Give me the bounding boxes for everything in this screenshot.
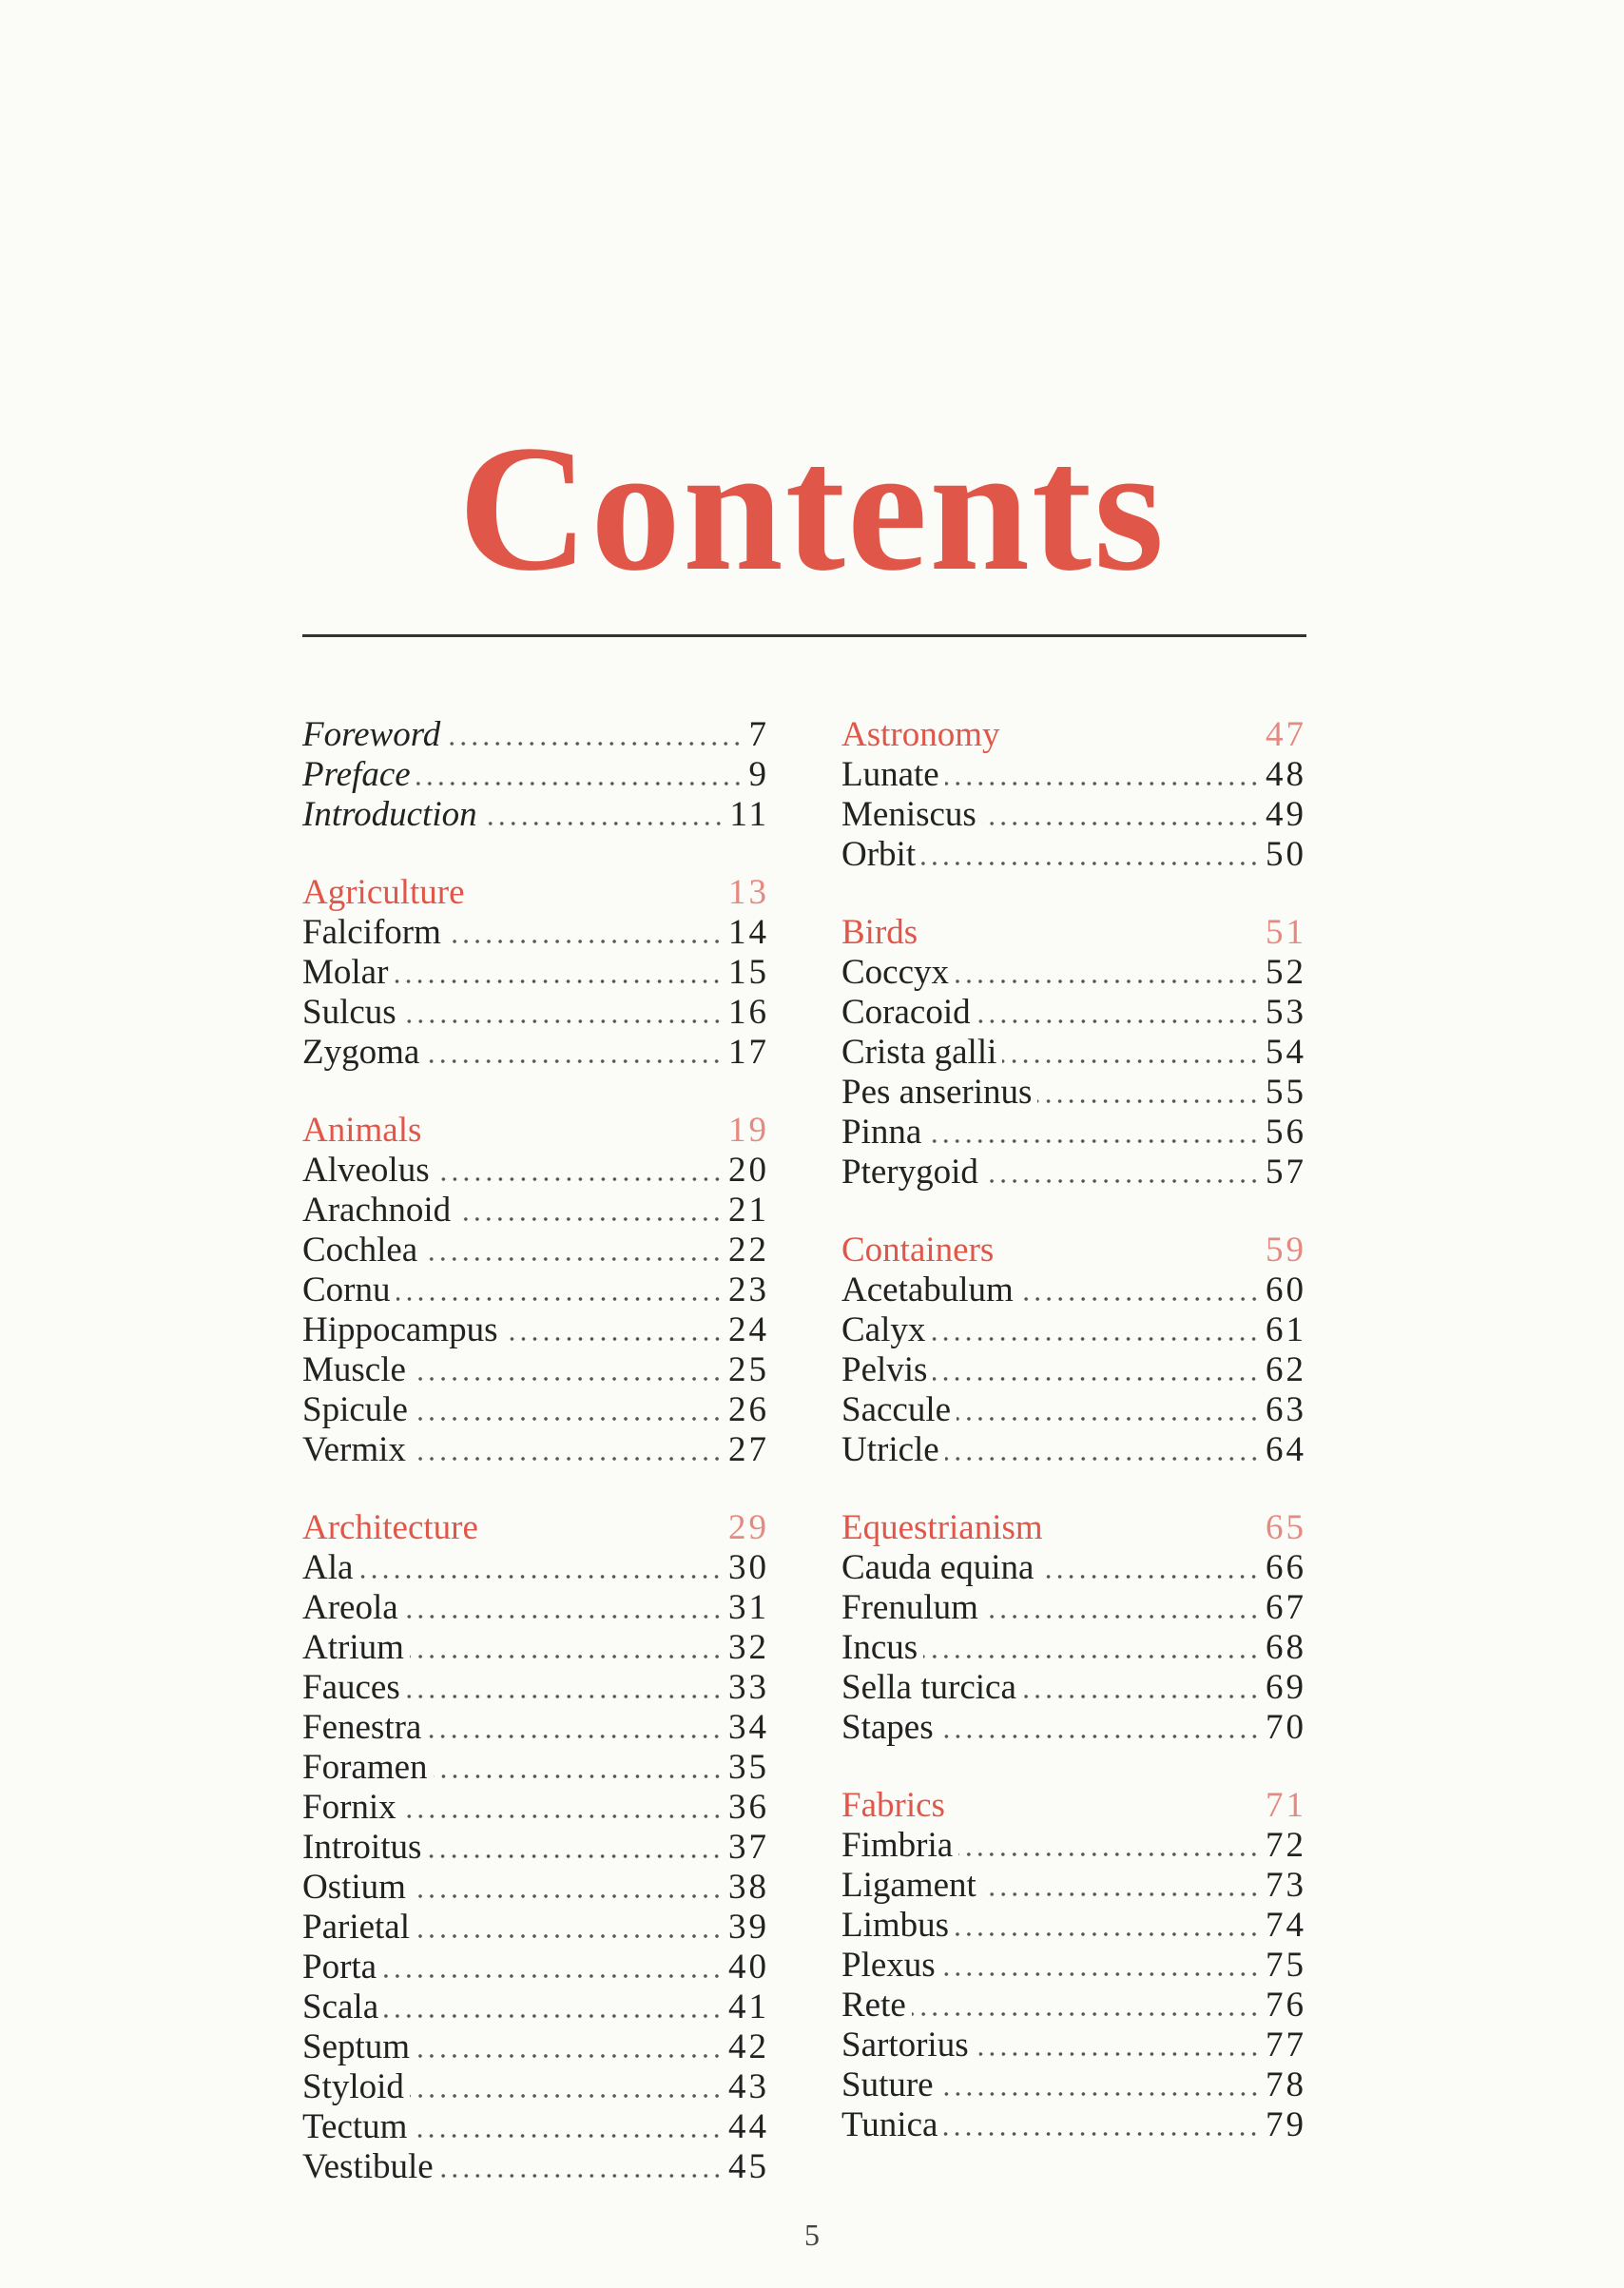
entry-label: Frenulum	[841, 1588, 978, 1627]
toc-entry	[841, 1588, 1306, 1628]
entry-label: Sulcus	[302, 993, 396, 1032]
toc-entry	[841, 1270, 1306, 1310]
page-number-ref: 22	[728, 1231, 769, 1270]
toc-section	[841, 715, 1306, 875]
page-number-ref: 14	[728, 913, 769, 952]
toc-entry	[841, 1668, 1306, 1708]
dot-leader	[410, 1655, 723, 1658]
entry-label: Coracoid	[841, 993, 971, 1032]
dot-leader	[425, 1059, 723, 1063]
toc-entry	[841, 1628, 1306, 1668]
entry-label: Cornu	[302, 1270, 391, 1309]
entry-label: Atrium	[302, 1628, 404, 1667]
toc-entry	[302, 1548, 769, 1588]
page-number-ref: 68	[1266, 1628, 1306, 1667]
toc-entry	[841, 993, 1306, 1033]
page-number-ref: 45	[728, 2147, 769, 2186]
dot-leader	[447, 940, 723, 943]
page-number-ref: 15	[728, 953, 769, 992]
toc-entry	[302, 1033, 769, 1073]
toc-entry	[302, 795, 769, 835]
toc-entry	[841, 1073, 1306, 1113]
entry-label: Cochlea	[302, 1231, 418, 1270]
entry-label: Pterygoid	[841, 1153, 978, 1192]
entry-label: Rete	[841, 1986, 906, 2025]
page-number-ref: 44	[728, 2107, 769, 2146]
entry-label: Parietal	[302, 1908, 411, 1947]
page-number-ref: 20	[728, 1151, 769, 1190]
dot-leader	[504, 1337, 723, 1341]
entry-label: Acetabulum	[841, 1270, 1014, 1309]
toc-entry	[302, 1708, 769, 1748]
dot-leader	[414, 1417, 723, 1421]
page-number-ref: 42	[728, 2027, 769, 2066]
toc-entry	[841, 1826, 1306, 1866]
entry-label: Tectum	[302, 2107, 408, 2146]
page-number-ref: 30	[728, 1548, 769, 1587]
section-title: Agriculture	[302, 873, 465, 912]
page-number-ref: 65	[1266, 1508, 1306, 1547]
page-number-ref: 78	[1266, 2065, 1306, 2104]
page-number-ref: 69	[1266, 1668, 1306, 1707]
entry-label: Ostium	[302, 1868, 406, 1907]
page-number-ref: 38	[728, 1868, 769, 1907]
toc-entry	[302, 1628, 769, 1668]
dot-leader	[945, 782, 1260, 785]
section-heading	[841, 1786, 1306, 1826]
page-number-ref: 63	[1266, 1390, 1306, 1429]
toc-entry	[302, 1868, 769, 1908]
entry-label: Fauces	[302, 1668, 400, 1707]
toc-section	[841, 1786, 1306, 2145]
section-title: Architecture	[302, 1508, 478, 1547]
toc-entry	[841, 1708, 1306, 1748]
entry-label: Scala	[302, 1987, 379, 2026]
section-heading	[841, 1508, 1306, 1548]
page-number-ref: 7	[748, 715, 769, 754]
toc-entry	[302, 993, 769, 1033]
toc-entry	[841, 1153, 1306, 1192]
dot-leader	[483, 822, 725, 825]
dot-leader	[427, 1854, 723, 1858]
dot-leader	[402, 1019, 723, 1023]
toc-entry	[302, 1191, 769, 1231]
page-number-ref: 39	[728, 1908, 769, 1947]
dot-leader	[984, 1615, 1260, 1619]
toc-section	[841, 1231, 1306, 1470]
page-number-ref: 66	[1266, 1548, 1306, 1587]
dot-leader	[1019, 1297, 1260, 1301]
entry-label: Tunica	[841, 2105, 938, 2144]
page-number-ref: 37	[728, 1828, 769, 1867]
dot-leader	[939, 1735, 1260, 1738]
page-number-ref: 47	[1266, 715, 1306, 754]
entry-label: Foramen	[302, 1748, 428, 1787]
section-heading	[302, 1508, 769, 1548]
toc-entry	[302, 1948, 769, 1987]
page-number-ref: 74	[1266, 1906, 1306, 1945]
dot-leader	[434, 1774, 723, 1778]
toc-entry	[841, 1430, 1306, 1470]
entry-label: Introduction	[302, 795, 477, 834]
section-title: Equestrianism	[841, 1508, 1043, 1547]
dot-leader	[927, 1139, 1260, 1143]
dot-leader	[912, 2012, 1260, 2016]
dot-leader	[358, 1575, 723, 1579]
entry-label: Areola	[302, 1588, 398, 1627]
page-number-ref: 76	[1266, 1986, 1306, 2025]
toc-entry	[841, 2026, 1306, 2065]
toc-entry	[302, 1668, 769, 1708]
page-number-ref: 54	[1266, 1033, 1306, 1072]
dot-leader	[939, 2092, 1260, 2096]
page-number-ref: 70	[1266, 1708, 1306, 1747]
dot-leader	[439, 2174, 723, 2178]
dot-leader	[404, 1615, 723, 1619]
page-number-ref: 57	[1266, 1153, 1306, 1192]
dot-leader	[412, 1377, 723, 1381]
section-title: Containers	[841, 1231, 995, 1270]
section-title: Fabrics	[841, 1786, 945, 1825]
dot-leader	[933, 1377, 1260, 1381]
toc-entry	[841, 1906, 1306, 1946]
entry-label: Utricle	[841, 1430, 939, 1469]
page-number-ref: 35	[728, 1748, 769, 1787]
entry-label: Introitus	[302, 1828, 422, 1867]
toc-entry	[841, 755, 1306, 795]
dot-leader	[416, 2054, 723, 2058]
toc-entry	[302, 1350, 769, 1390]
page-number-ref: 67	[1266, 1588, 1306, 1627]
toc-entry	[302, 1748, 769, 1788]
dot-leader	[943, 2132, 1260, 2136]
page-number-ref: 62	[1266, 1350, 1306, 1389]
page-number-ref: 13	[728, 873, 769, 912]
page-number-ref: 29	[728, 1508, 769, 1547]
section-heading	[841, 913, 1306, 953]
toc-entry	[302, 755, 769, 795]
dot-leader	[931, 1337, 1260, 1341]
dot-leader	[975, 2052, 1260, 2056]
dot-leader	[396, 1297, 724, 1301]
dot-leader	[955, 1932, 1260, 1936]
toc-entry	[841, 1548, 1306, 1588]
entry-label: Arachnoid	[302, 1191, 452, 1230]
page-number-ref: 33	[728, 1668, 769, 1707]
dot-leader	[982, 822, 1260, 825]
entry-label: Pinna	[841, 1113, 922, 1152]
toc-entry	[302, 1430, 769, 1470]
dot-leader	[1037, 1099, 1260, 1103]
toc-entry	[841, 1310, 1306, 1350]
page-number-ref: 48	[1266, 755, 1306, 794]
page-number-ref: 51	[1266, 913, 1306, 952]
entry-label: Plexus	[841, 1946, 936, 1985]
entry-label: Muscle	[302, 1350, 406, 1389]
dot-leader	[412, 1894, 723, 1898]
entry-label: Meniscus	[841, 795, 976, 834]
dot-leader	[955, 979, 1260, 983]
toc-entry	[841, 1866, 1306, 1906]
entry-label: Suture	[841, 2065, 934, 2104]
entry-label: Fimbria	[841, 1826, 954, 1865]
entry-label: Fenestra	[302, 1708, 422, 1747]
page-number-ref: 21	[728, 1191, 769, 1230]
dot-leader	[402, 1814, 723, 1818]
toc-entry	[302, 1231, 769, 1270]
section-heading	[841, 715, 1306, 755]
entry-label: Styloid	[302, 2067, 404, 2106]
dot-leader	[958, 1852, 1260, 1856]
entry-label: Crista galli	[841, 1033, 997, 1072]
section-heading	[302, 873, 769, 913]
entry-label: Zygoma	[302, 1033, 420, 1072]
entry-label: Saccule	[841, 1390, 952, 1429]
toc-entry	[841, 1350, 1306, 1390]
page-number-ref: 73	[1266, 1866, 1306, 1905]
dot-leader	[413, 2134, 723, 2138]
entry-label: Cauda equina	[841, 1548, 1034, 1587]
entry-label: Vermix	[302, 1430, 406, 1469]
entry-label: Preface	[302, 755, 411, 794]
toc-entry	[302, 1788, 769, 1828]
page-number-ref: 16	[728, 993, 769, 1032]
dot-leader	[1022, 1695, 1260, 1698]
toc-section	[302, 1111, 769, 1470]
toc-entry	[302, 1390, 769, 1430]
entry-label: Molar	[302, 953, 389, 992]
toc-section	[841, 1508, 1306, 1748]
entry-label: Ala	[302, 1548, 354, 1587]
entry-label: Incus	[841, 1628, 918, 1667]
page-number-ref: 55	[1266, 1073, 1306, 1112]
entry-label: Alveolus	[302, 1151, 430, 1190]
entry-label: Sartorius	[841, 2026, 969, 2065]
toc-entry	[302, 1270, 769, 1310]
dot-leader	[446, 742, 743, 746]
entry-label: Vestibule	[302, 2147, 434, 2186]
section-title: Astronomy	[841, 715, 1000, 754]
entry-label: Porta	[302, 1948, 377, 1987]
page-number-ref: 19	[728, 1111, 769, 1150]
page-number-ref: 59	[1266, 1231, 1306, 1270]
contents-right-column	[841, 715, 1306, 2183]
page-number-ref: 41	[728, 1987, 769, 2026]
page-number-ref: 61	[1266, 1310, 1306, 1349]
entry-label: Fornix	[302, 1788, 396, 1827]
toc-entry	[841, 795, 1306, 835]
toc-section	[302, 873, 769, 1073]
toc-entry	[302, 2067, 769, 2107]
page-number-ref: 40	[728, 1948, 769, 1987]
toc-section	[302, 1508, 769, 2187]
toc-entry	[841, 1946, 1306, 1986]
entry-label: Falciform	[302, 913, 441, 952]
dot-leader	[957, 1417, 1260, 1421]
page-number-ref: 43	[728, 2067, 769, 2106]
dot-leader	[423, 1257, 723, 1261]
dot-leader	[941, 1972, 1260, 1976]
toc-entry	[302, 1908, 769, 1948]
entry-label: Coccyx	[841, 953, 950, 992]
page-number-ref: 49	[1266, 795, 1306, 834]
page-number-ref: 72	[1266, 1826, 1306, 1865]
page-number-ref: 50	[1266, 835, 1306, 874]
toc-entry	[841, 1033, 1306, 1073]
toc-entry	[302, 953, 769, 993]
page-number: 5	[804, 2218, 820, 2252]
page-number-ref: 77	[1266, 2026, 1306, 2065]
page-title: Contents	[457, 409, 1167, 609]
toc-entry	[841, 2105, 1306, 2145]
page-number-ref: 32	[728, 1628, 769, 1667]
dot-leader	[382, 1974, 723, 1978]
dot-leader	[984, 1179, 1260, 1183]
dot-leader	[1002, 1059, 1260, 1063]
page-number-ref: 71	[1266, 1786, 1306, 1825]
page-number-ref: 25	[728, 1350, 769, 1389]
page-number-ref: 36	[728, 1788, 769, 1827]
toc-entry	[841, 1113, 1306, 1153]
toc-entry	[302, 1151, 769, 1191]
toc-entry	[302, 2147, 769, 2187]
entry-label: Foreword	[302, 715, 441, 754]
section-title: Animals	[302, 1111, 422, 1150]
toc-entry	[302, 715, 769, 755]
toc-entry	[302, 913, 769, 953]
entry-label: Septum	[302, 2027, 411, 2066]
toc-entry	[302, 1310, 769, 1350]
toc-entry	[302, 2107, 769, 2147]
toc-entry	[841, 1390, 1306, 1430]
section-heading	[302, 1111, 769, 1151]
entry-label: Sella turcica	[841, 1668, 1016, 1707]
page-number-ref: 17	[728, 1033, 769, 1072]
dot-leader	[394, 979, 723, 983]
page-number-ref: 52	[1266, 953, 1306, 992]
title-rule	[302, 634, 1306, 637]
dot-leader	[945, 1457, 1260, 1461]
toc-entry	[841, 2065, 1306, 2105]
entry-label: Ligament	[841, 1866, 976, 1905]
page-number-ref: 23	[728, 1270, 769, 1309]
dot-leader	[406, 1695, 723, 1698]
toc-entry	[302, 2027, 769, 2067]
entry-label: Stapes	[841, 1708, 934, 1747]
entry-label: Pes anserinus	[841, 1073, 1033, 1112]
dot-leader	[384, 2014, 723, 2018]
toc-entry	[841, 835, 1306, 875]
page-number-ref: 75	[1266, 1946, 1306, 1985]
toc-entry	[302, 1987, 769, 2027]
dot-leader	[427, 1735, 723, 1738]
dot-leader	[412, 1457, 723, 1461]
section-heading	[841, 1231, 1306, 1270]
dot-leader	[923, 1655, 1260, 1658]
dot-leader	[982, 1892, 1260, 1896]
entry-label: Hippocampus	[302, 1310, 498, 1349]
page-number-ref: 79	[1266, 2105, 1306, 2144]
entry-label: Orbit	[841, 835, 917, 874]
dot-leader	[456, 1217, 723, 1221]
contents-left-column	[302, 715, 769, 2225]
toc-section	[841, 913, 1306, 1192]
entry-label: Pelvis	[841, 1350, 928, 1389]
page-number-ref: 53	[1266, 993, 1306, 1032]
entry-label: Lunate	[841, 755, 939, 794]
toc-entry	[841, 953, 1306, 993]
dot-leader	[416, 1934, 723, 1938]
page-number-ref: 26	[728, 1390, 769, 1429]
dot-leader	[1039, 1575, 1260, 1579]
entry-label: Spicule	[302, 1390, 408, 1429]
section-title: Birds	[841, 913, 918, 952]
toc-entry	[302, 1588, 769, 1628]
entry-label: Calyx	[841, 1310, 926, 1349]
page-number-ref: 56	[1266, 1113, 1306, 1152]
dot-leader	[416, 782, 744, 785]
page-number-ref: 27	[728, 1430, 769, 1469]
toc-entry	[841, 1986, 1306, 2026]
page-number-ref: 11	[729, 795, 769, 834]
dot-leader	[435, 1177, 723, 1181]
dot-leader	[976, 1019, 1260, 1023]
entry-label: Limbus	[841, 1906, 950, 1945]
dot-leader	[921, 862, 1260, 865]
toc-entry	[302, 1828, 769, 1868]
page-number-ref: 64	[1266, 1430, 1306, 1469]
page-number-ref: 60	[1266, 1270, 1306, 1309]
page-number-ref: 31	[728, 1588, 769, 1627]
front-matter	[302, 715, 769, 835]
dot-leader	[410, 2094, 723, 2098]
page-number-ref: 24	[728, 1310, 769, 1349]
page-number-ref: 34	[728, 1708, 769, 1747]
page-number-ref: 9	[748, 755, 769, 794]
